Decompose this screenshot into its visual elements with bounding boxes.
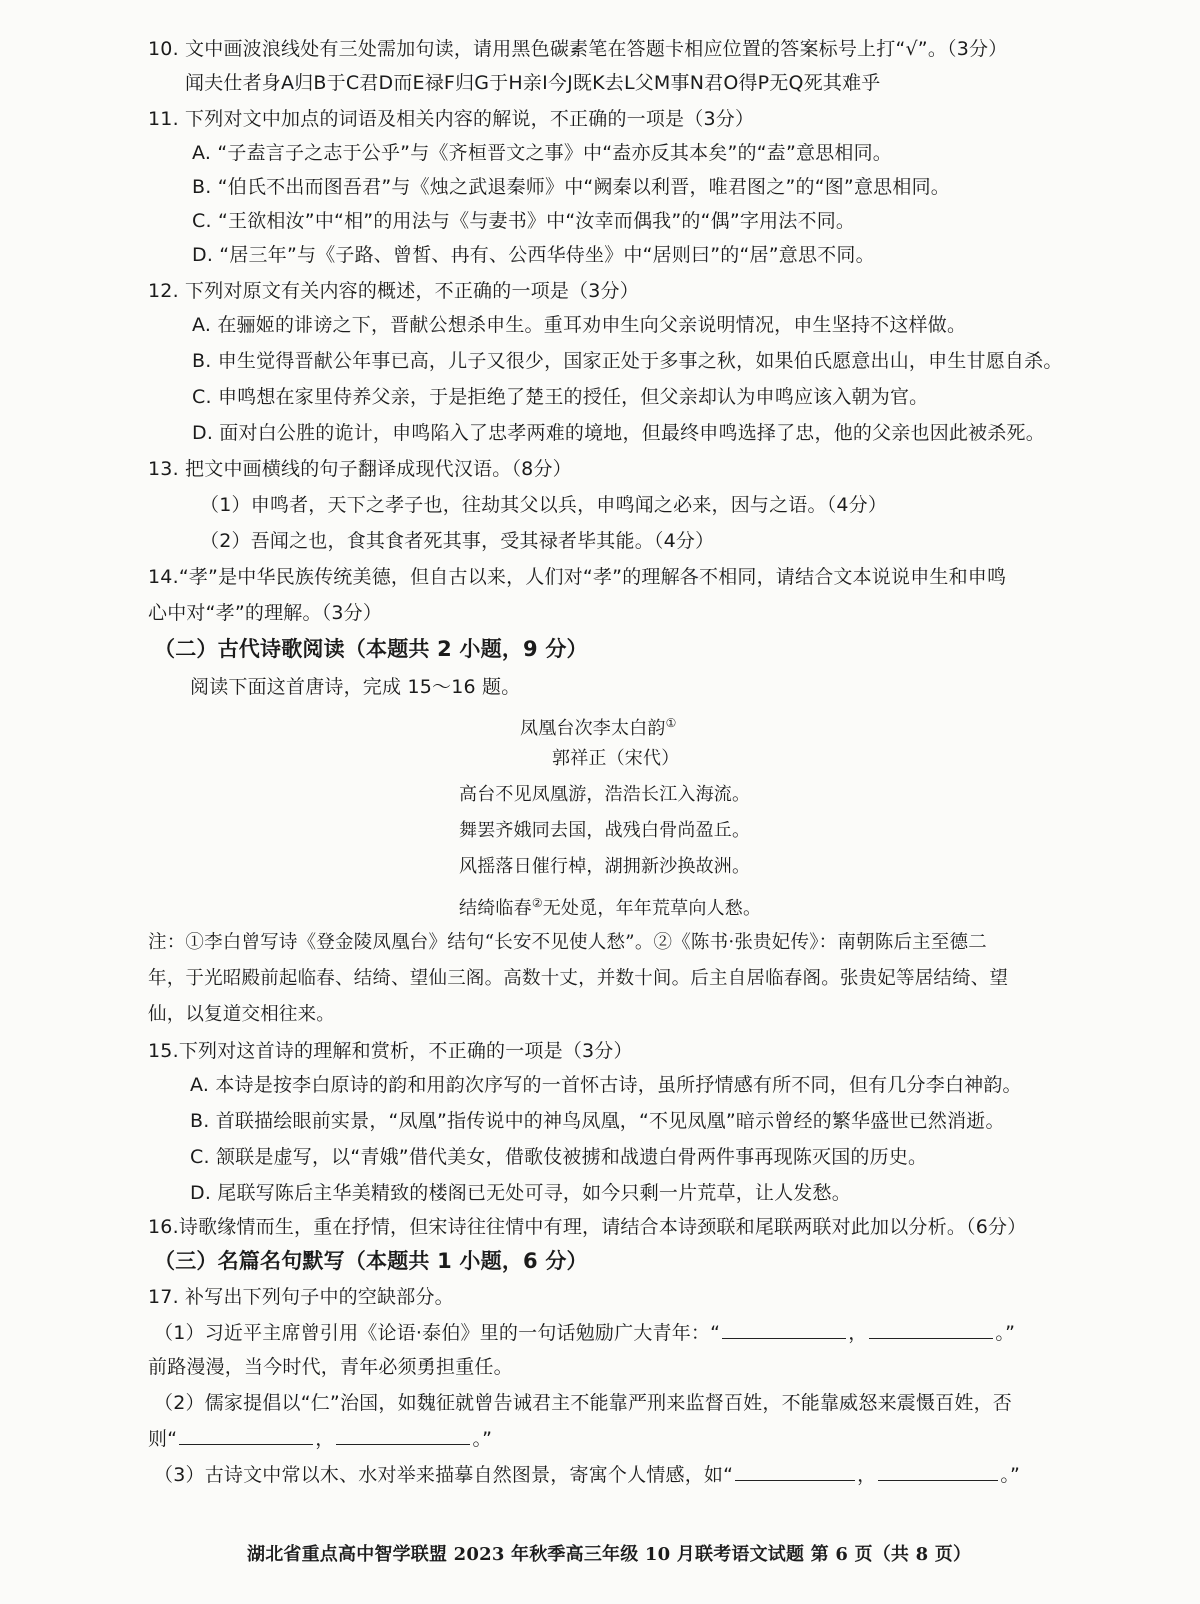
poem-line-1: 高台不见凤凰游，浩浩长江入海流。 bbox=[459, 784, 751, 805]
q17-prompt: 17. 补写出下列句子中的空缺部分。 bbox=[148, 1286, 454, 1308]
q10-punctuation-line: 闻夫仕者身A归B于C君D而E禄F归G于H亲I今J既K去L父M事N君O得P无Q死其难乎 bbox=[185, 72, 881, 94]
q11-option-c: C. “王欲相汝”中“相”的用法与《与妻书》中“汝幸而偶我”的“偶”字用法不同。 bbox=[192, 210, 856, 232]
q12-option-d: D. 面对白公胜的诡计，申鸣陷入了忠孝两难的境地，但最终申鸣选择了忠，他的父亲也因此被杀死。 bbox=[192, 422, 1045, 444]
q17-item-3-blank-1[interactable] bbox=[735, 1462, 855, 1481]
q15-prompt: 15.下列对这首诗的理解和赏析，不正确的一项是（3分） bbox=[148, 1040, 633, 1062]
q17-item-2-continuation bbox=[148, 1424, 492, 1454]
q12-option-c: C. 申鸣想在家里侍养父亲，于是拒绝了楚王的授任，但父亲却认为申鸣应该入朝为官。 bbox=[192, 386, 929, 408]
q12-prompt: 12. 下列对原文有关内容的概述，不正确的一项是（3分） bbox=[148, 280, 639, 302]
q13-prompt: 13. 把文中画横线的句子翻译成现代汉语。（8分） bbox=[148, 458, 572, 480]
poem-notes-line-3: 仙，以复道交相往来。 bbox=[148, 1004, 336, 1025]
q17-item-1-blank-1[interactable] bbox=[722, 1320, 846, 1339]
poem-line-4-part-b: 无处觅，年年荒草向人愁。 bbox=[542, 898, 762, 919]
q16-prompt: 16.诗歌缘情而生，重在抒情，但宋诗往往情中有理，请结合本诗颈联和尾联两联对此加以分析。（6分） bbox=[148, 1216, 1027, 1238]
poem-author: 郭祥正（宋代） bbox=[552, 748, 680, 769]
q10-prompt: 10. 文中画波浪线处有三处需加句读，请用黑色碳素笔在答题卡相应位置的答案标号上打“√”。（3分） bbox=[148, 38, 1008, 60]
poem-line-4-part-a: 结绮临春 bbox=[459, 898, 532, 919]
q17-item-2-blank-1[interactable] bbox=[179, 1426, 313, 1445]
section-2-heading: （二）古代诗歌阅读（本题共 2 小题，9 分） bbox=[154, 637, 588, 661]
poem-line-2: 舞罢齐娥同去国，战残白骨尚盈丘。 bbox=[459, 820, 751, 841]
section-3-heading: （三）名篇名句默写（本题共 1 小题，6 分） bbox=[154, 1249, 588, 1273]
q17-item-1-text: （1）习近平主席曾引用《论语·泰伯》里的一句话勉励广大青年：“ bbox=[154, 1322, 721, 1344]
q17-item-1 bbox=[154, 1318, 1015, 1348]
q15-option-d: D. 尾联写陈后主华美精致的楼阁已无处可寻，如今只剩一片荒草，让人发愁。 bbox=[190, 1182, 851, 1204]
poem-line-3: 风摇落日催行棹，湖拥新沙换故洲。 bbox=[459, 856, 751, 877]
q17-item-2-comma: ， bbox=[315, 1428, 335, 1450]
q11-option-a: A. “子盍言子之志于公乎”与《齐桓晋文之事》中“盍亦反其本矣”的“盍”意思相同。 bbox=[192, 142, 893, 164]
q17-item-1-comma: ， bbox=[848, 1322, 868, 1344]
poem-notes-line-1: 注：①李白曾写诗《登金陵凤凰台》结句“长安不见使人愁”。②《陈书·张贵妃传》：南朝陈后主至德二 bbox=[148, 932, 987, 953]
q17-item-2-text: （2）儒家提倡以“仁”治国，如魏征就曾告诫君主不能靠严刑来监督百姓，不能靠威怒来震慑百姓，否 bbox=[154, 1392, 1012, 1414]
poem-title-text: 凤凰台次李太白韵 bbox=[520, 718, 666, 739]
q12-option-a: A. 在骊姬的诽谤之下，晋献公想杀申生。重耳劝申生向父亲说明情况，申生坚持不这样做。 bbox=[192, 314, 967, 336]
q13-item-1: （1）申鸣者，天下之孝子也，往劫其父以兵，申鸣闻之必来，因与之语。（4分） bbox=[200, 494, 888, 516]
q14-line-1: 14.“孝”是中华民族传统美德，但自古以来，人们对“孝”的理解各不相同，请结合文本说说申生和申鸣 bbox=[148, 566, 1007, 588]
q17-item-2-prefix: 则“ bbox=[148, 1428, 178, 1450]
poem-title bbox=[520, 708, 677, 744]
q15-option-c: C. 颔联是虚写，以“青娥”借代美女，借歌伎被掳和战遗白骨两件事再现陈灭国的历史。 bbox=[190, 1146, 928, 1168]
q17-item-1-end: 。” bbox=[995, 1322, 1016, 1344]
q11-option-b: B. “伯氏不出而图吾君”与《烛之武退秦师》中“阙秦以利晋，唯君图之”的“图”意思相同。 bbox=[192, 176, 950, 198]
q13-item-2: （2）吾闻之也，食其食者死其事，受其禄者毕其能。（4分） bbox=[200, 530, 715, 552]
page-footer: 湖北省重点高中智学联盟 2023 年秋季高三年级 10 月联考语文试题 第 6 页（共 8 页） bbox=[247, 1544, 972, 1565]
q17-item-2-blank-2[interactable] bbox=[336, 1426, 470, 1445]
q17-item-3-blank-2[interactable] bbox=[878, 1462, 998, 1481]
q12-option-b: B. 申生觉得晋献公年事已高，儿子又很少，国家正处于多事之秋，如果伯氏愿意出山，申生甘愿自杀。 bbox=[192, 350, 1063, 372]
q14-line-2: 心中对“孝”的理解。（3分） bbox=[148, 602, 383, 624]
q17-item-3-comma: ， bbox=[857, 1464, 877, 1486]
q17-item-3-end: 。” bbox=[1000, 1464, 1021, 1486]
poem-title-note-mark: ① bbox=[665, 716, 677, 730]
q15-option-a: A. 本诗是按李白原诗的韵和用韵次序写的一首怀古诗，虽所抒情感有所不同，但有几分李白神韵。 bbox=[190, 1074, 1022, 1096]
q17-item-3-text: （3）古诗文中常以木、水对举来描摹自然图景，寄寓个人情感，如“ bbox=[154, 1464, 734, 1486]
q15-option-b: B. 首联描绘眼前实景，“凤凰”指传说中的神鸟凤凰，“不见凤凰”暗示曾经的繁华盛世已然消逝。 bbox=[190, 1110, 1005, 1132]
poem-line-4-note-mark: ② bbox=[531, 896, 543, 910]
poem-line-4 bbox=[459, 888, 761, 924]
poem-notes-line-2: 年，于光昭殿前起临春、结绮、望仙三阁。高数十丈，并数十间。后主自居临春阁。张贵妃等居结绮、望 bbox=[148, 968, 1009, 989]
q17-item-3 bbox=[154, 1460, 1020, 1490]
q11-prompt: 11. 下列对文中加点的词语及相关内容的解说，不正确的一项是（3分） bbox=[148, 108, 755, 130]
section-2-intro: 阅读下面这首唐诗，完成 15～16 题。 bbox=[190, 676, 521, 698]
q17-item-2-end: 。” bbox=[472, 1428, 493, 1450]
q17-item-1-blank-2[interactable] bbox=[869, 1320, 993, 1339]
q11-option-d: D. “居三年”与《子路、曾皙、冉有、公西华侍坐》中“居则曰”的“居”意思不同。 bbox=[192, 244, 875, 266]
q17-item-1-continuation: 前路漫漫，当今时代，青年必须勇担重任。 bbox=[148, 1356, 513, 1378]
